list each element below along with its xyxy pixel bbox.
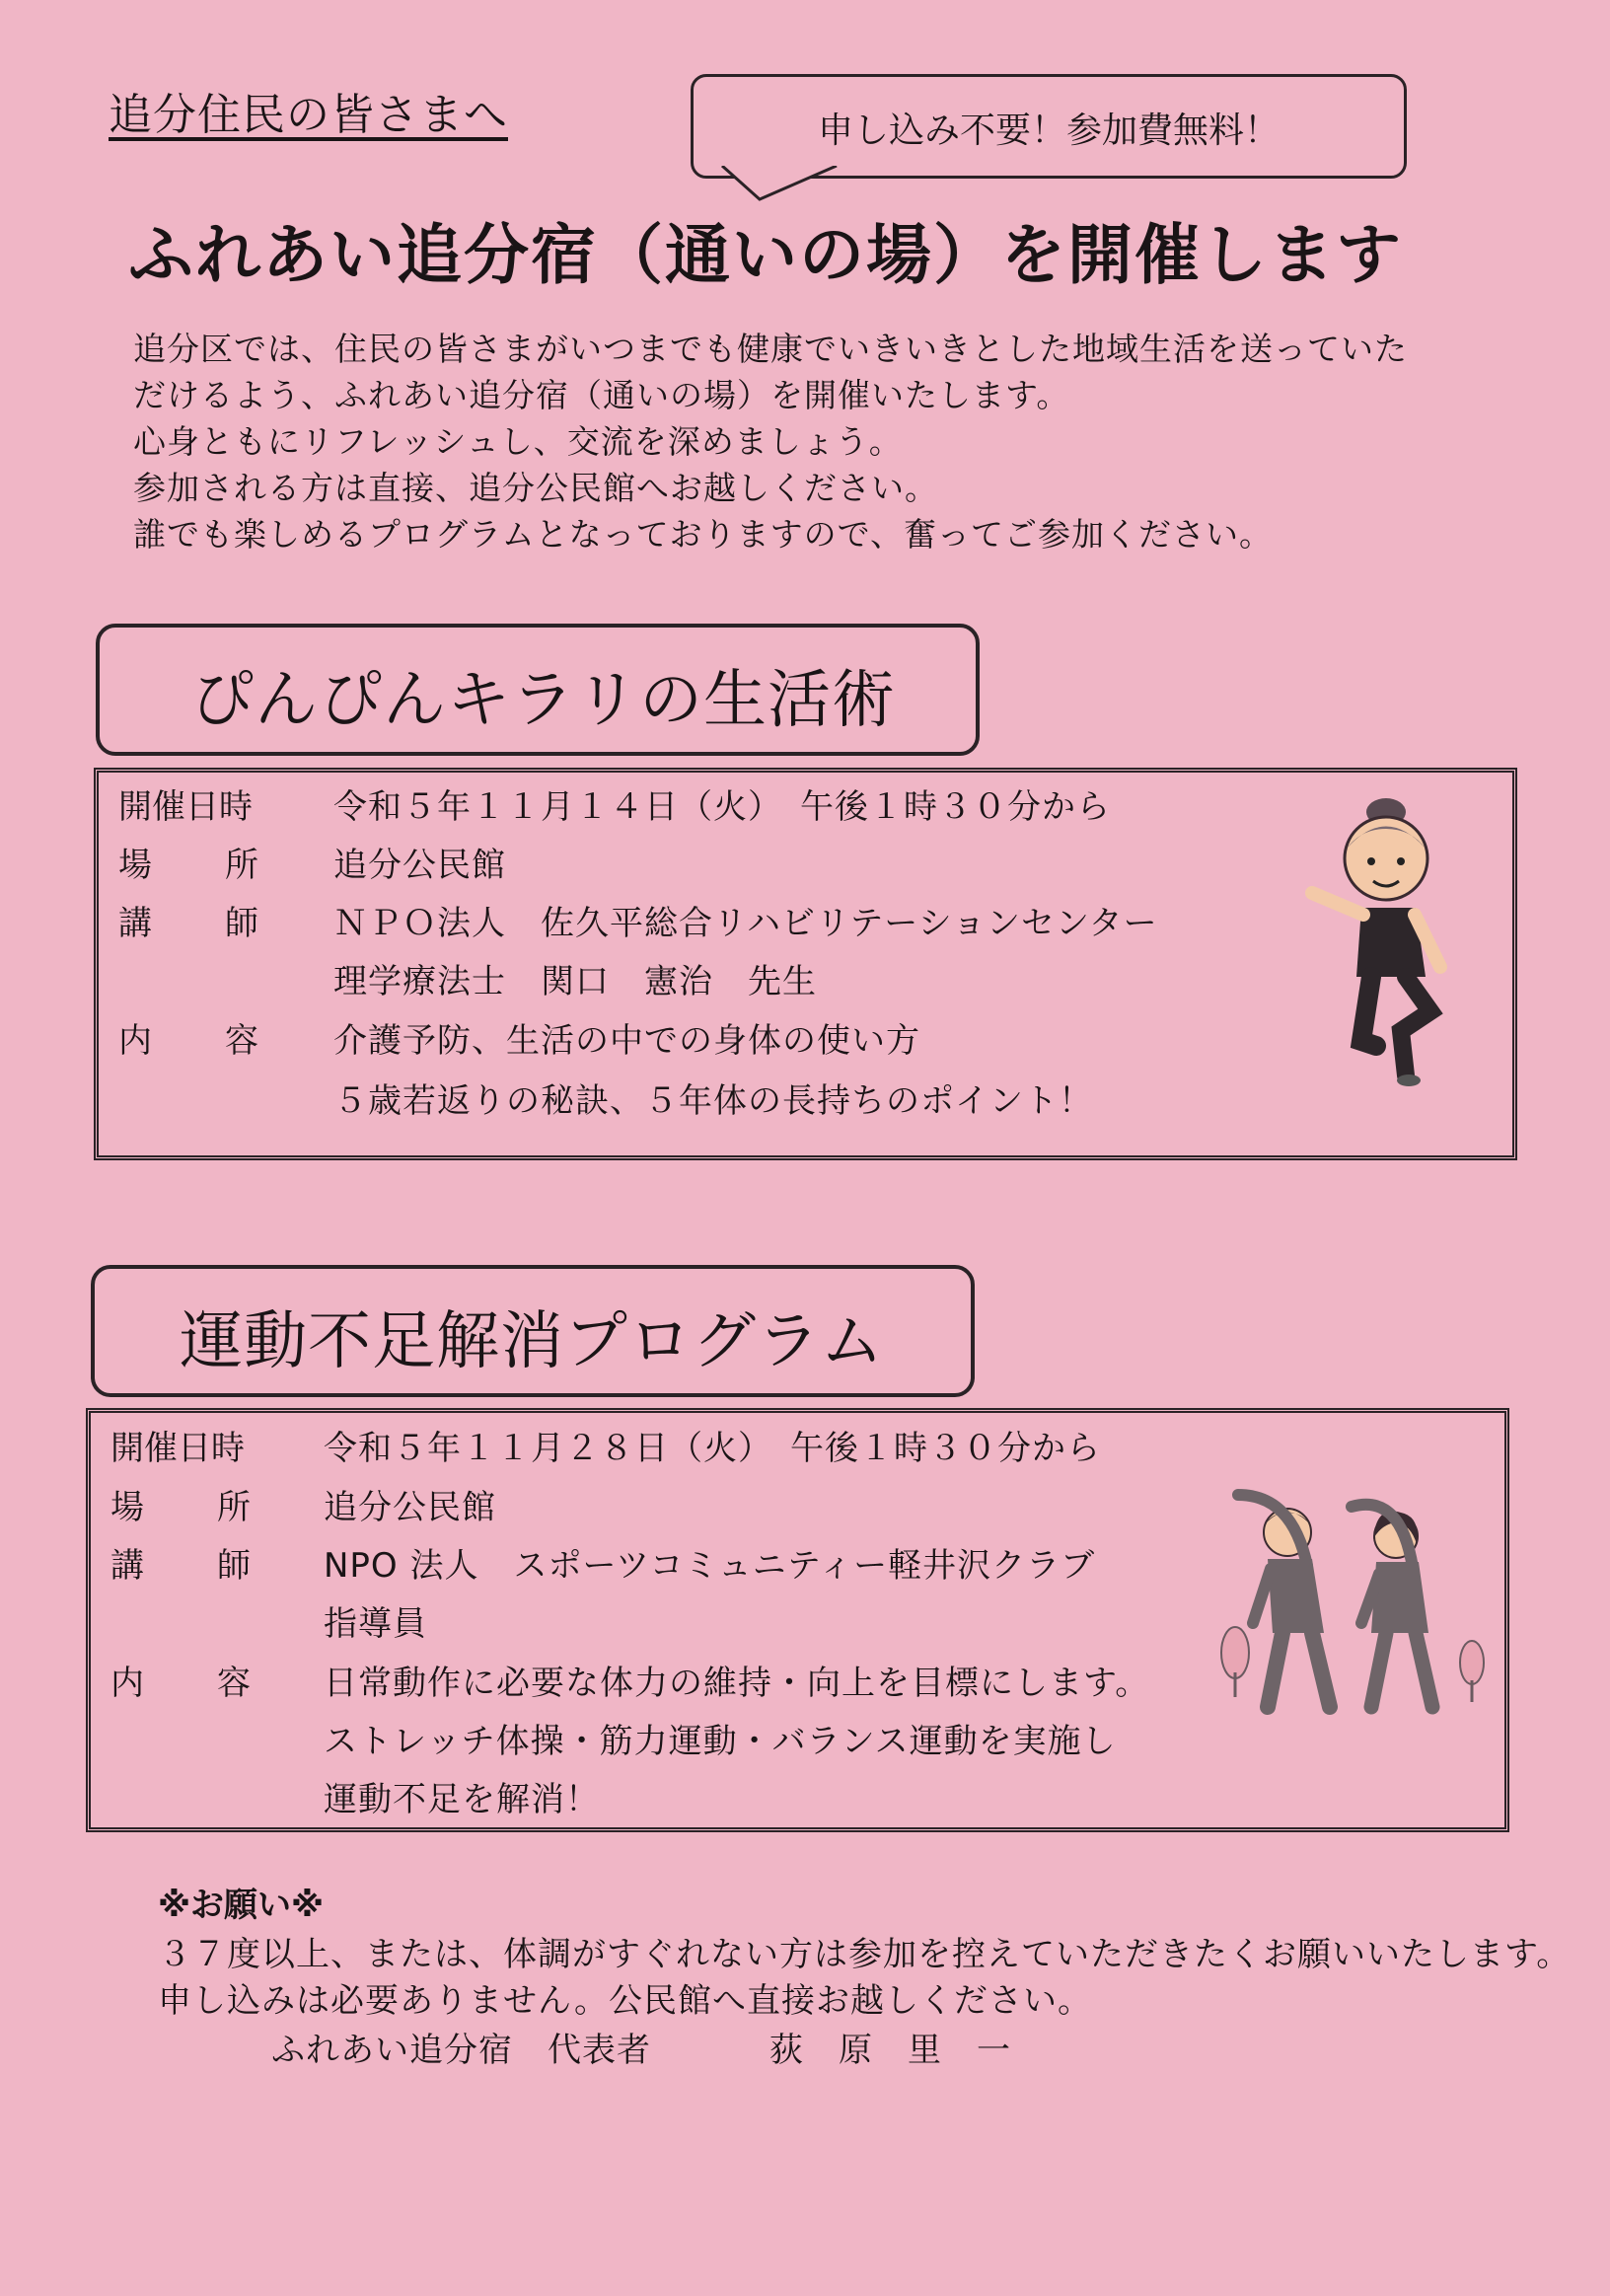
section1-date: 令和５年１１月１４日（火） 午後１時３０分から bbox=[333, 787, 1111, 827]
section2-label-place-b: 所 bbox=[217, 1488, 251, 1527]
section1-title: ぴんぴんキラリの生活術 bbox=[190, 664, 896, 737]
section2-title-box bbox=[91, 1265, 975, 1397]
section2-lecturer-org: NPO 法人 スポーツコミュニティー軽井沢クラブ bbox=[324, 1546, 1096, 1586]
section2-title: 運動不足解消プログラム bbox=[180, 1305, 885, 1378]
section1-lecturer-name: 理学療法士 関口 憲治 先生 bbox=[333, 962, 817, 1001]
note-organizer: ふれあい追分宿 代表者 bbox=[271, 2031, 651, 2070]
section2-label-date: 開催日時 bbox=[110, 1429, 245, 1468]
bubble-text: 申し込み不要！参加費無料！ bbox=[817, 111, 1280, 151]
section1-label-place-b: 所 bbox=[225, 846, 258, 885]
section2-label-lecturer-b: 師 bbox=[217, 1546, 251, 1586]
note-heading: ※お願い※ bbox=[158, 1886, 325, 1925]
intro-line: だけるよう、ふれあい追分宿（通いの場）を開催いたします。 bbox=[133, 376, 1070, 414]
section2-label-place-a: 場 bbox=[110, 1488, 144, 1527]
section2-content-3: 運動不足を解消！ bbox=[324, 1780, 600, 1819]
section1-label-lecturer-b: 師 bbox=[225, 904, 258, 943]
intro-line: 追分区では、住民の皆さまがいつまでも健康でいきいきとした地域生活を送っていた bbox=[133, 330, 1408, 368]
section2-content-1: 日常動作に必要な体力の維持・向上を目標にします。 bbox=[324, 1664, 1150, 1703]
intro-line: 参加される方は直接、追分公民館へお越しください。 bbox=[133, 469, 938, 507]
section1-content-2: ５歳若返りの秘訣、５年体の長持ちのポイント！ bbox=[333, 1081, 1093, 1121]
section2-place: 追分公民館 bbox=[324, 1488, 496, 1527]
addressee-heading: 追分住民の皆さまへ bbox=[109, 90, 508, 140]
section1-label-lecturer-a: 講 bbox=[118, 904, 152, 943]
bubble-tail-icon bbox=[720, 166, 839, 205]
section1-label-place-a: 場 bbox=[118, 846, 152, 885]
section2-content-2: ストレッチ体操・筋力運動・バランス運動を実施し bbox=[324, 1722, 1117, 1761]
intro-line: 心身ともにリフレッシュし、交流を深めましょう。 bbox=[133, 422, 903, 461]
section2-label-content-b: 容 bbox=[217, 1664, 251, 1703]
section1-place: 追分公民館 bbox=[333, 846, 506, 885]
speech-bubble bbox=[691, 74, 1407, 179]
section1-label-date: 開催日時 bbox=[118, 787, 253, 827]
section2-lecturer-name: 指導員 bbox=[324, 1604, 427, 1644]
section2-label-content-a: 内 bbox=[110, 1664, 144, 1703]
elderly-exercise-illustration-icon bbox=[1292, 794, 1450, 1090]
note-line-1: ３７度以上、または、体調がすぐれない方は参加を控えていただきたくお願いいたします。 bbox=[158, 1935, 1572, 1974]
stretching-couple-illustration-icon bbox=[1213, 1485, 1495, 1722]
section2-label-lecturer-a: 講 bbox=[110, 1546, 144, 1586]
section1-title-box bbox=[96, 624, 980, 756]
intro-paragraph bbox=[133, 326, 1514, 557]
section1-label-content-b: 容 bbox=[225, 1021, 258, 1061]
note-line-2: 申し込みは必要ありません。公民館へ直接お越しください。 bbox=[158, 1981, 1093, 2021]
section2-date: 令和５年１１月２８日（火） 午後１時３０分から bbox=[324, 1429, 1101, 1468]
section1-lecturer-org: ＮＰＯ法人 佐久平総合リハビリテーションセンター bbox=[333, 904, 1158, 943]
section1-content-1: 介護予防、生活の中での身体の使い方 bbox=[333, 1021, 920, 1061]
note-representative: 荻 原 里 一 bbox=[769, 2031, 1011, 2070]
intro-line: 誰でも楽しめるプログラムとなっておりますので、奮ってご参加ください。 bbox=[133, 515, 1274, 554]
section1-label-content-a: 内 bbox=[118, 1021, 152, 1061]
main-title: ふれあい追分宿（通いの場）を開催します bbox=[128, 217, 1403, 293]
